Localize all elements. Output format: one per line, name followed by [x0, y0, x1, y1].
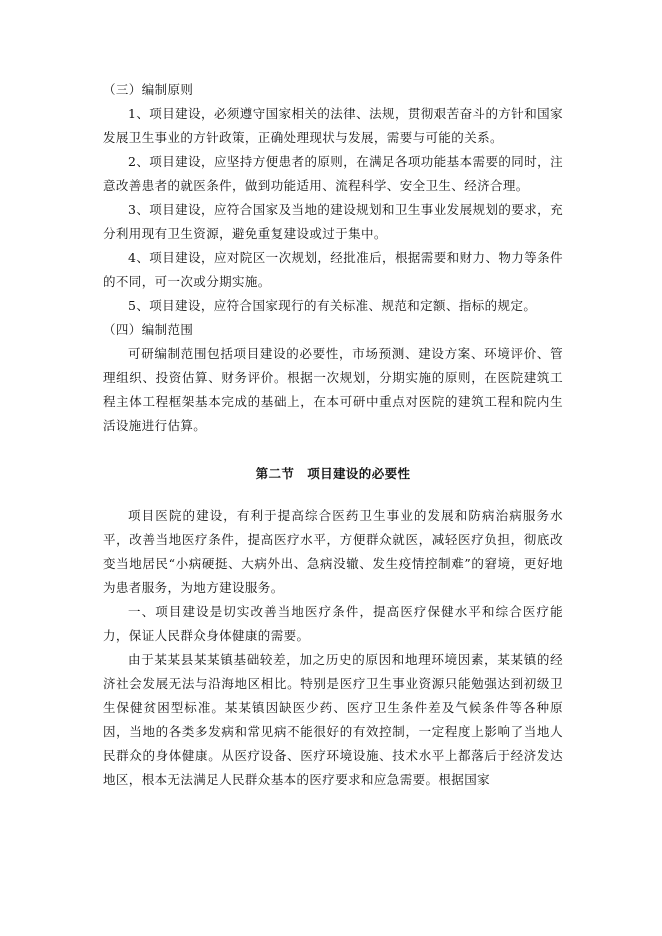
necessity-detail-paragraph: 由于某某县某某镇基础较差，加之历史的原因和地理环境因素，某某镇的经济社会发展无法与沿海地区相比。特别是医疗卫生事业资源只能勉强达到初级卫生保健贫困型标准。某某镇因缺医少药、医疗卫生条件差及气候条件等各种原因，当地的各类多发病和常见病不能很好的有效控制，一定程度上影响了当地人民群众的身体健康。从医疗设备、医疗环境设施、技术水平上都落后于经济发达地区，根本无法满足人民群众基本的医疗要求和应急需要。根据国家: [103, 652, 563, 787]
necessity-point-1: 一、项目建设是切实改善当地医疗条件，提高医疗保健水平和综合医疗能力，保证人民群众身体健康的需要。: [103, 604, 563, 643]
principle-2: 2、项目建设，应坚持方便患者的原则，在满足各项功能基本需要的同时，注意改善患者的就医条件，做到功能适用、流程科学、安全卫生、经济合理。: [103, 154, 563, 193]
principle-5: 5、项目建设，应符合国家现行的有关标准、规范和定额、指标的规定。: [128, 298, 537, 313]
document-body: [103, 78, 563, 792]
subheading-compile-scope: （四）编制范围: [103, 322, 194, 337]
principle-1: 1、项目建设，必须遵守国家相关的法律、法规，贯彻艰苦奋斗的方针和国家发展卫生事业的方针政策，正确处理现状与发展，需要与可能的关系。: [103, 106, 563, 145]
section-title: 第二节 项目建设的必要性: [255, 466, 411, 481]
principle-4: 4、项目建设，应对院区一次规划，经批准后，根据需要和财力、物力等条件的不同，可一次或分期实施。: [103, 250, 563, 289]
principle-3: 3、项目建设，应符合国家及当地的建设规划和卫生事业发展规划的要求，充分利用现有卫生资源，避免重复建设或过于集中。: [103, 202, 563, 241]
necessity-intro-paragraph: 项目医院的建设，有利于提高综合医药卫生事业的发展和防病治病服务水平，改善当地医疗条件，提高医疗水平，方便群众就医，减轻医疗负担，彻底改变当地居民“小病硬挺、大病外出、急病没辙、发生疫情控制难”的窘境，更好地为患者服务，为地方建设服务。: [103, 508, 563, 595]
subheading-compile-principles: （三）编制原则: [103, 82, 194, 97]
scope-paragraph: 可研编制范围包括项目建设的必要性，市场预测、建设方案、环境评价、管理组织、投资估算、财务评价。根据一次规划，分期实施的原则，在医院建筑工程主体工程框架基本完成的基础上，在本可研中重点对医院的建筑工程和院内生活设施进行估算。: [103, 346, 563, 433]
